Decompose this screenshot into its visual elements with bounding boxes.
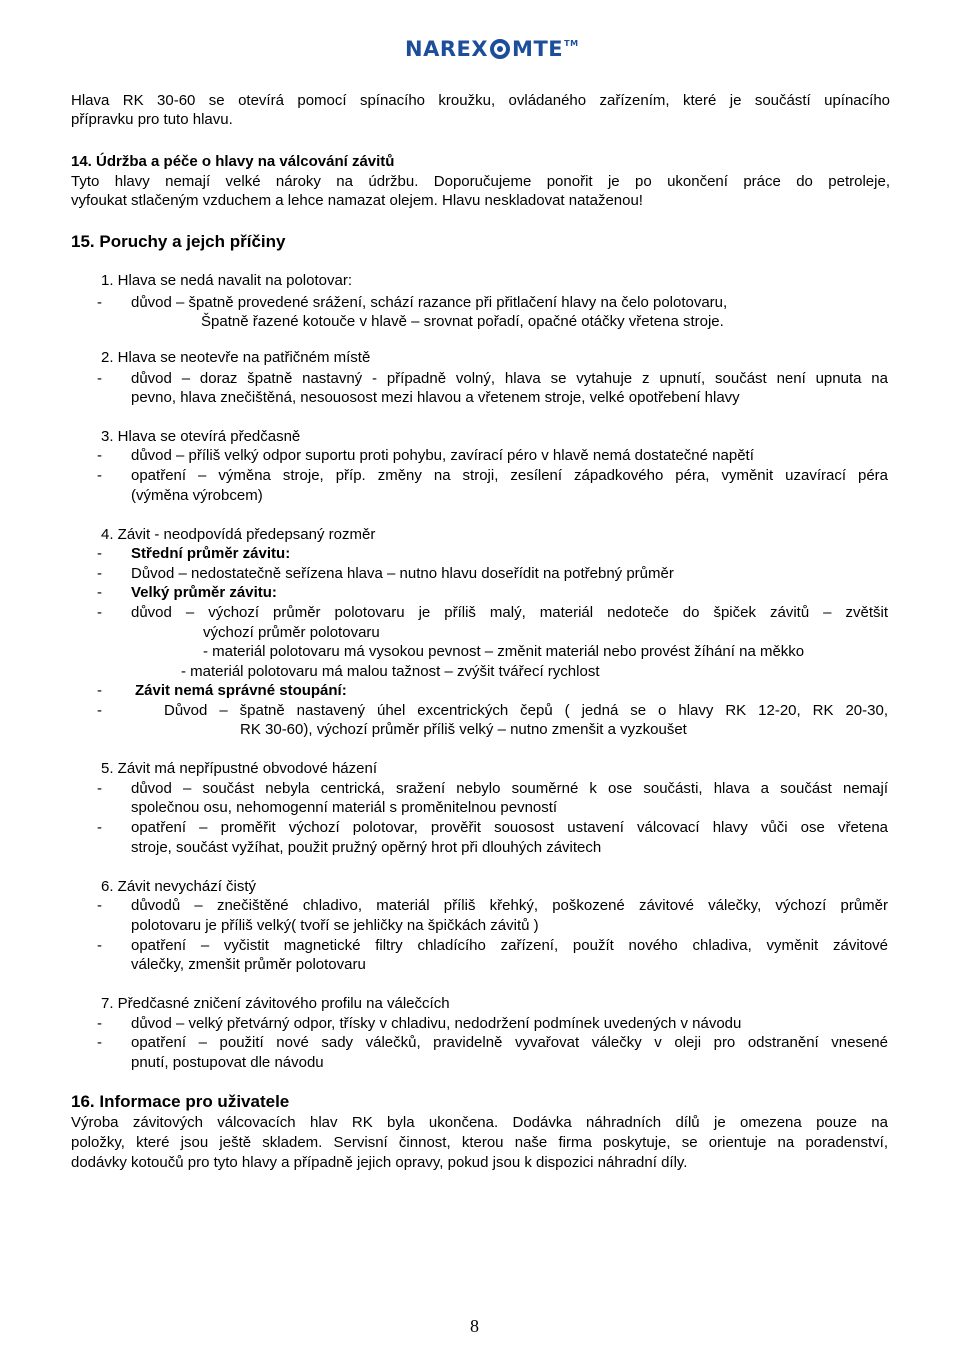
- list-dash: -: [97, 565, 102, 582]
- section-14-line-2: vyfoukat stlačeným vzduchem a lehce namazat olejem. Hlavu neskladovat nataženou!: [71, 192, 643, 209]
- item-6-line-3: opatření – vyčistit magnetické filtry chladícího zařízení, použít nového chladiva, vyměnit závitové: [131, 937, 888, 954]
- item-5-title: 5. Závit má nepřípustné obvodové házení: [101, 760, 378, 777]
- item-6-title: 6. Závit nevychází čistý: [101, 878, 257, 895]
- list-dash: -: [97, 294, 102, 311]
- item-7-line-3: pnutí, postupovat dle návodu: [131, 1054, 324, 1071]
- item-4-title: 4. Závit - neodpovídá předepsaný rozměr: [101, 526, 376, 543]
- item-7-line-2: opatření – použití nové sady válečků, pravidelně vyvařovat válečky v oleji pro odstranění vnesené: [131, 1034, 888, 1051]
- intro-line-1: Hlava RK 30-60 se otevírá pomocí spínacího kroužku, ovládaného zařízením, které je součástí upínacího: [71, 92, 890, 109]
- logo-trademark: TM: [564, 38, 579, 48]
- item-5-line-4: stroje, součást vyžíhat, použit pružný opěrný hrot při dlouhých závitech: [131, 839, 602, 856]
- item-3-title: 3. Hlava se otevírá předčasně: [101, 428, 301, 445]
- item-3-line-1: důvod – příliš velký odpor suportu proti pohybu, zavírací péro v hlavě nemá dostatečné napětí: [131, 447, 754, 464]
- item-4-line-3: Velký průměr závitu:: [131, 584, 277, 601]
- list-dash: -: [97, 819, 102, 836]
- list-dash: -: [97, 682, 102, 699]
- item-4-line-4a: důvod – výchozí průměr polotovaru je příliš malý, materiál nedoteče do špiček závitů – zvětšit: [131, 604, 888, 621]
- item-2-line-2: pevno, hlava znečištěná, nesouosost mezi hlavou a vřetenem stroje, velké opotřebení hlavy: [131, 389, 740, 406]
- list-dash: -: [97, 370, 102, 387]
- item-4-line-4b: výchozí průměr polotovaru: [203, 624, 380, 641]
- list-dash: -: [97, 545, 102, 562]
- item-7-line-1: důvod – velký přetvárný odpor, třísky v chladivu, nedodržení podmínek uvedených v návodu: [131, 1015, 742, 1032]
- list-dash: -: [97, 702, 102, 719]
- item-1-line-2: Špatně řazené kotouče v hlavě – srovnat pořadí, opačné otáčky vřetena stroje.: [201, 313, 724, 330]
- list-dash: -: [97, 604, 102, 621]
- list-dash: -: [97, 447, 102, 464]
- item-6-line-4: válečky, zmenšit průměr polotovaru: [131, 956, 366, 973]
- section-16-line-3: dodávky kotoučů pro tyto hlavy a případně jejich opravy, pokud jsou k dispozici náhradní díly.: [71, 1154, 688, 1171]
- item-1-line-1: důvod – špatně provedené srážení, schází razance při přitlačení hlavy na čelo polotovaru,: [131, 294, 728, 311]
- list-dash: -: [97, 1034, 102, 1051]
- logo-ring-icon: [489, 38, 511, 60]
- list-dash: -: [97, 780, 102, 797]
- list-dash: -: [97, 937, 102, 954]
- item-3-line-2: opatření – výměna stroje, příp. změny na stroji, zesílení západkového péra, vyměnit uzavírací péra: [131, 467, 888, 484]
- item-2-title: 2. Hlava se neotevře na patřičném místě: [101, 349, 371, 366]
- item-4-line-6: - materiál polotovaru má malou tažnost – zvýšit tvářecí rychlost: [181, 663, 600, 680]
- item-4-line-7: Závit nemá správné stoupání:: [135, 682, 347, 699]
- item-6-line-2: polotovaru je příliš velký( tvoří se jehličky na špičkách závitů ): [131, 917, 539, 934]
- item-5-line-3: opatření – proměřit výchozí polotovar, prověřit souosost ustavení válcovací hlavy vůči ose vřetena: [131, 819, 888, 836]
- intro-line-2: přípravku pro tuto hlavu.: [71, 111, 233, 128]
- logo-text-right: MTE: [512, 37, 564, 61]
- list-dash: -: [97, 1015, 102, 1032]
- item-4-line-8a: Důvod – špatně nastavený úhel excentrických čepů ( jedná se o hlavy RK 12-20, RK 20-30,: [164, 702, 888, 719]
- item-4-line-2: Důvod – nedostatečně seřízena hlava – nutno hlavu doseřídit na potřebný průměr: [131, 565, 674, 582]
- item-5-line-1: důvod – součást nebyla centrická, sražení nebylo souměrné k ose součásti, hlava a součást nemají: [131, 780, 888, 797]
- item-1-title: 1. Hlava se nedá navalit na polotovar:: [101, 272, 352, 289]
- item-5-line-2: společnou osu, nehomogenní materiál s proměnitelnou pevností: [131, 799, 558, 816]
- item-6-line-1: důvodů – znečištěné chladivo, materiál příliš křehký, poškozené závitové válečky, výchozí průměr: [131, 897, 888, 914]
- item-4-line-8b: RK 30-60), výchozí průměr příliš velký – nutno zmenšit a vyzkoušet: [240, 721, 687, 738]
- section-16-title: 16. Informace pro uživatele: [71, 1092, 290, 1111]
- item-3-line-3: (výměna výrobcem): [131, 487, 263, 504]
- narex-mte-logo: [405, 34, 579, 64]
- item-4-line-5: - materiál polotovaru má vysokou pevnost – změnit materiál nebo provést žíhání na měkko: [203, 643, 805, 660]
- logo-text-left: NAREX: [405, 37, 489, 61]
- list-dash: -: [97, 584, 102, 601]
- section-16-line-2: položky, které jsou ještě skladem. Servisní činnost, kterou naše firma poskytuje, se orientuje na poradenství,: [71, 1134, 888, 1151]
- section-14-line-1: Tyto hlavy nemají velké nároky na údržbu. Doporučujeme ponořit je po ukončení práce do petroleje,: [71, 173, 890, 190]
- item-2-line-1: důvod – doraz špatně nastavný - případně volný, hlava se vytahuje z upnutí, součást není upnuta na: [131, 370, 888, 387]
- section-16-line-1: Výroba závitových válcovacích hlav RK byla ukončena. Dodávka náhradních dílů je omezena pouze na: [71, 1114, 888, 1131]
- item-7-title: 7. Předčasné zničení závitového profilu na válečcích: [101, 995, 450, 1012]
- page-number: 8: [470, 1316, 479, 1336]
- section-14-title: 14. Údržba a péče o hlavy na válcování závitů: [71, 153, 395, 170]
- list-dash: -: [97, 467, 102, 484]
- list-dash: -: [97, 897, 102, 914]
- item-4-line-1: Střední průměr závitu:: [131, 545, 291, 562]
- section-15-title: 15. Poruchy a jejch příčiny: [71, 232, 286, 251]
